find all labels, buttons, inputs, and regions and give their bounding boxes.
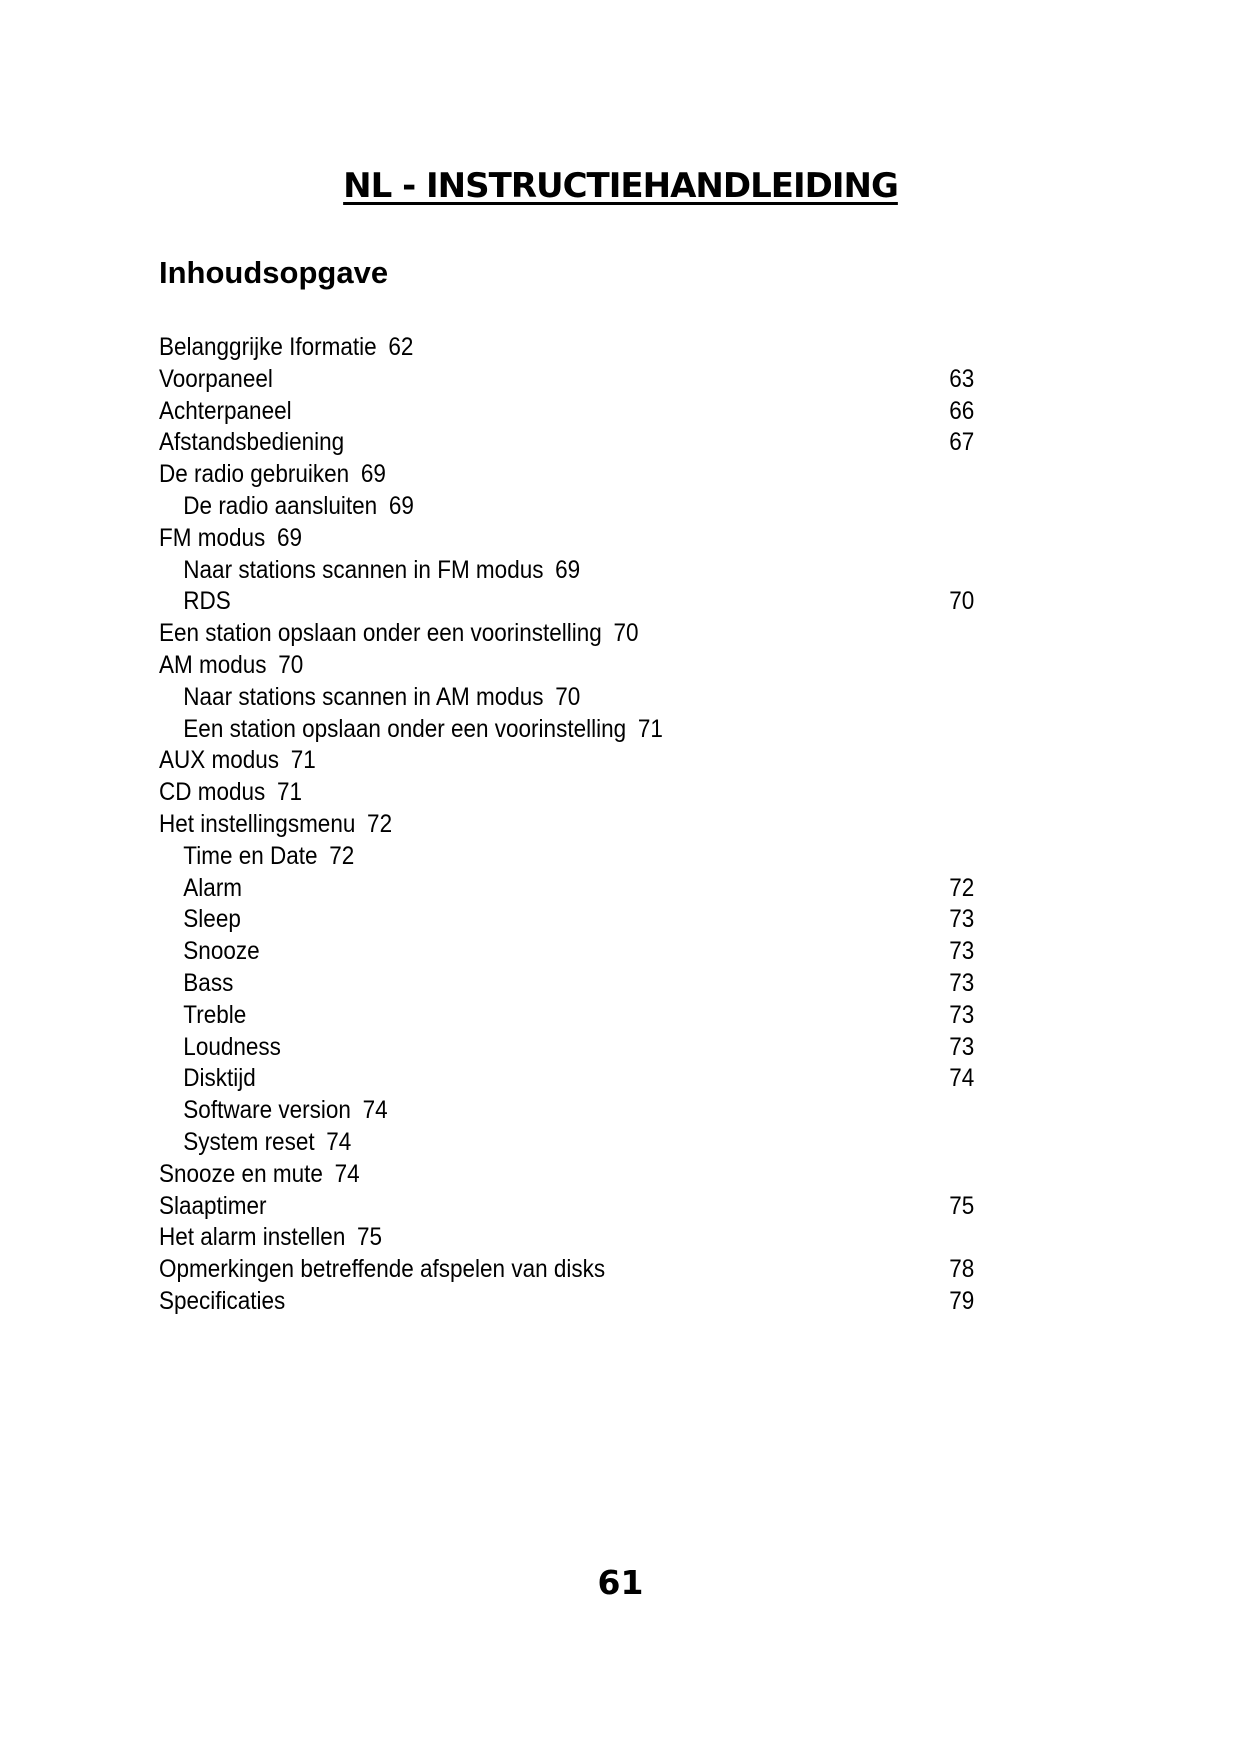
toc-entry-page: 79 <box>949 1286 975 1315</box>
toc-entry[interactable] <box>159 1032 975 1064</box>
toc-heading: Inhoudsopgave <box>159 255 389 290</box>
toc-entry-title: Snooze en mute <box>159 1159 323 1188</box>
toc-entry[interactable] <box>159 714 897 746</box>
toc-entry[interactable] <box>159 427 975 459</box>
toc-entry-page: 71 <box>637 714 663 743</box>
toc-entry-page: 74 <box>949 1064 975 1093</box>
toc-entry-page: 72 <box>329 841 355 870</box>
toc-entry-title: Slaaptimer <box>159 1191 267 1220</box>
toc-entry-page: 70 <box>613 619 639 648</box>
toc-entry-title: Treble <box>183 1000 247 1029</box>
toc-entry[interactable] <box>159 745 897 777</box>
toc-entry[interactable] <box>159 682 897 714</box>
toc-entry[interactable] <box>159 459 897 491</box>
toc-entry-page: 73 <box>949 1032 975 1061</box>
page-number: 61 <box>597 1563 644 1602</box>
toc-entry-page: 73 <box>949 937 975 966</box>
toc-entry[interactable] <box>159 586 975 618</box>
toc-entry[interactable] <box>159 904 975 936</box>
toc-entry-page: 73 <box>949 905 975 934</box>
toc-entry-title: Het alarm instellen <box>159 1223 346 1252</box>
toc-entry[interactable] <box>159 936 975 968</box>
toc-entry[interactable] <box>159 1191 975 1223</box>
toc-entry-page: 71 <box>276 778 303 807</box>
document-title-text: NL - INSTRUCTIEHANDLEIDING <box>343 166 898 206</box>
toc-entry-title: AM modus <box>159 650 267 679</box>
toc-entry[interactable] <box>159 1222 897 1254</box>
toc-entry-title: Time en Date <box>183 841 318 870</box>
toc-entry[interactable] <box>159 968 975 1000</box>
toc-entry[interactable] <box>159 1254 975 1286</box>
toc-entry-page: 75 <box>949 1191 975 1220</box>
toc-entry-page: 62 <box>388 333 414 361</box>
toc-entry-title: Alarm <box>183 873 243 902</box>
toc-entry[interactable] <box>159 364 975 396</box>
toc-entry[interactable] <box>159 1063 975 1095</box>
toc-entry-title: Belanggrijke Iformatie <box>159 333 377 361</box>
toc-entry[interactable] <box>159 777 897 809</box>
toc-entry-page: 70 <box>949 587 975 616</box>
toc-entry-page: 74 <box>326 1127 352 1156</box>
toc-entry-title: Opmerkingen betreffende afspelen van disks <box>159 1255 606 1284</box>
toc-entry-title: Snooze <box>183 937 260 966</box>
toc-entry[interactable] <box>159 618 897 650</box>
toc-entry-page: 69 <box>388 491 414 520</box>
toc-entry[interactable] <box>159 1000 975 1032</box>
toc-entry-title: De radio aansluiten <box>183 491 378 520</box>
toc-entry[interactable] <box>159 873 975 905</box>
toc-entry-page: 67 <box>949 428 975 457</box>
toc-entry-title: Afstandsbediening <box>159 428 345 457</box>
toc-entry-page: 74 <box>334 1159 360 1188</box>
toc-entry-page: 73 <box>949 1000 975 1029</box>
toc-entry-title: FM modus <box>159 523 266 552</box>
toc-entry-title: Naar stations scannen in FM modus <box>183 555 544 584</box>
toc-entry-page: 75 <box>357 1223 383 1252</box>
toc-entry-title: Voorpaneel <box>159 364 273 393</box>
toc-entry[interactable] <box>159 1286 975 1318</box>
toc-entry[interactable] <box>159 491 897 523</box>
toc-entry-title: Specificaties <box>159 1286 286 1315</box>
toc-entry[interactable] <box>159 332 897 364</box>
toc-entry-title: Een station opslaan onder een voorinstelling <box>183 714 627 743</box>
toc-entry-page: 69 <box>555 555 581 584</box>
toc-entry-page: 71 <box>290 746 316 775</box>
toc-entry-title: Een station opslaan onder een voorinstelling <box>159 619 602 648</box>
toc-entry-page: 66 <box>949 396 975 425</box>
toc-entry-title: CD modus <box>159 778 266 807</box>
toc-entry-title: System reset <box>183 1127 315 1156</box>
toc-entry-title: De radio gebruiken <box>159 460 350 489</box>
toc-entry-title: RDS <box>183 587 231 616</box>
toc-entry[interactable] <box>159 523 897 555</box>
toc-entry[interactable] <box>159 650 897 682</box>
toc-entry-title: AUX modus <box>159 746 280 775</box>
toc-entry-page: 69 <box>276 523 303 552</box>
toc-entry[interactable] <box>159 1127 897 1159</box>
toc-entry-page: 70 <box>555 682 581 711</box>
toc-entry-page: 72 <box>949 873 975 902</box>
toc-entry-page: 74 <box>362 1096 388 1125</box>
toc-entry-page: 70 <box>278 650 304 679</box>
toc-entry-title: Software version <box>183 1096 351 1125</box>
document-title <box>0 166 1241 206</box>
toc-entry-title: Loudness <box>183 1032 281 1061</box>
toc-entry[interactable] <box>159 809 897 841</box>
toc-entry-title: Sleep <box>183 905 241 934</box>
toc-entry-page: 78 <box>949 1255 975 1284</box>
toc-entry[interactable] <box>159 841 897 873</box>
toc-entry-page: 73 <box>949 968 975 997</box>
toc-entry[interactable] <box>159 396 975 428</box>
table-of-contents <box>159 332 979 1318</box>
toc-entry[interactable] <box>159 1095 897 1127</box>
toc-entry-title: Het instellingsmenu <box>159 809 356 838</box>
toc-entry-title: Naar stations scannen in AM modus <box>183 682 544 711</box>
toc-entry-page: 63 <box>949 364 975 393</box>
toc-entry-title: Achterpaneel <box>159 396 292 425</box>
toc-entry-title: Disktijd <box>183 1064 256 1093</box>
toc-entry-page: 72 <box>367 809 393 838</box>
toc-entry-title: Bass <box>183 968 234 997</box>
toc-entry-page: 69 <box>360 460 386 489</box>
toc-entry[interactable] <box>159 555 897 587</box>
toc-entry[interactable] <box>159 1159 897 1191</box>
